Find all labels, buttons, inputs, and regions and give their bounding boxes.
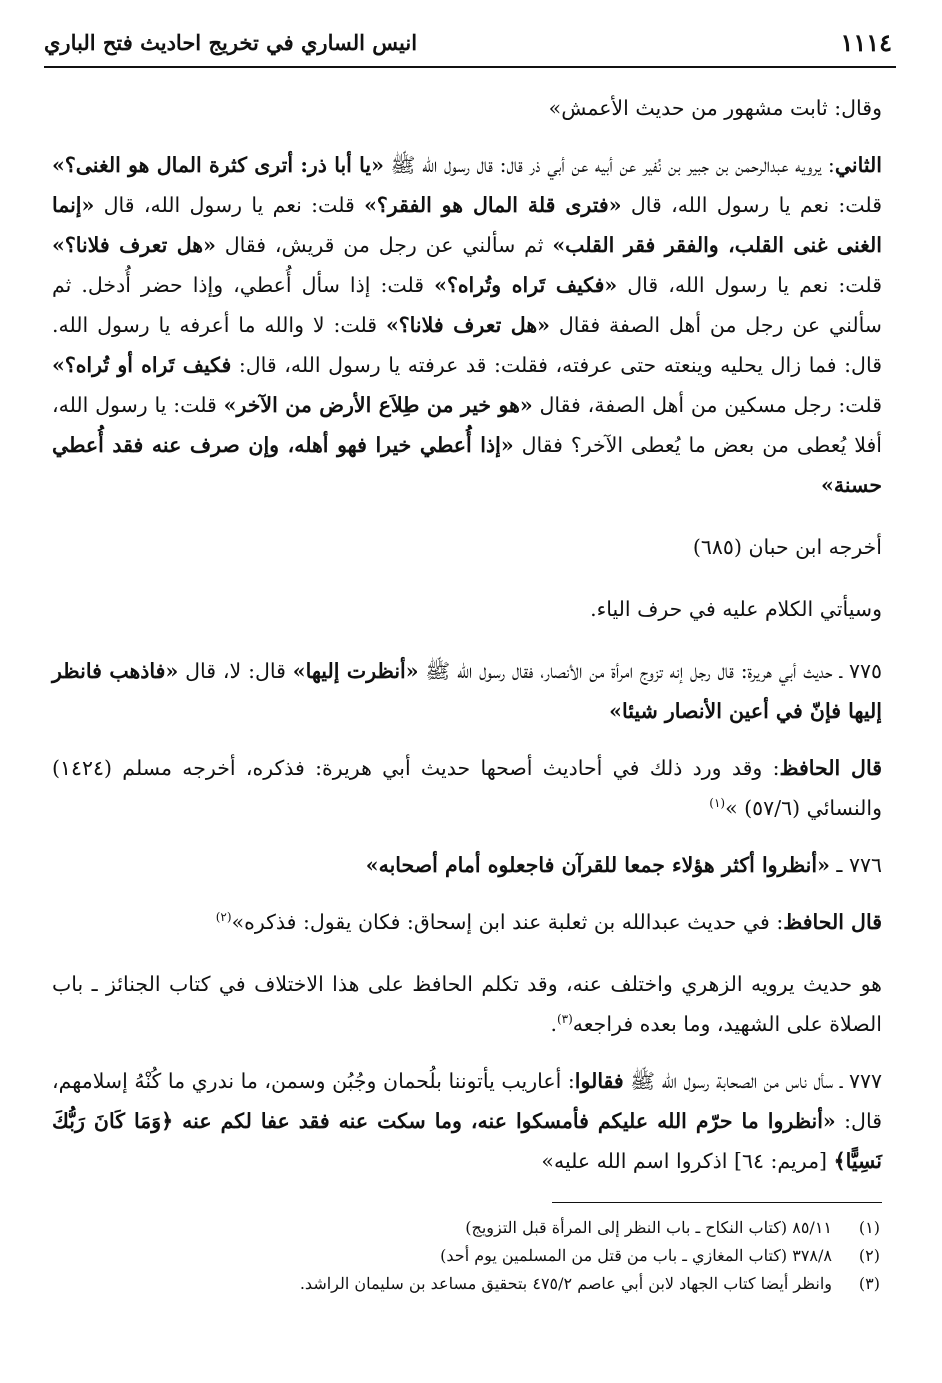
running-header <box>44 28 896 66</box>
hadith-text: فكيف تَراه أو تُراه؟» <box>52 353 232 377</box>
text: قلت: نعم يا رسول الله، قال <box>617 273 883 297</box>
footnote-2 <box>60 1242 880 1270</box>
header-rule <box>44 66 896 68</box>
text: هو حديث يرويه الزهري واختلف عنه، وقد تكلم الحافظ على هذا الاختلاف في كتاب الجنائز ـ باب الصلاة على الشهيد، وما بعده فراجعه <box>52 972 882 1036</box>
text: ٧٧٧ ـ سأل ناس من الصحابة رسول الله ﷺ <box>623 1069 882 1093</box>
text: : يرويه عبدالرحمن بن جبير بن نُفير عن أبيه عن أبي ذر قال: قال رسول الله ﷺ <box>383 153 835 177</box>
bold-text: الثاني <box>834 153 882 177</box>
bold-text: قال الحافظ <box>783 910 882 934</box>
text: قلت: إذا سأل أُعطي، وإذا حضر أُدخل. ثم سألني عن رجل من أهل الصفة فقال <box>52 273 882 337</box>
text: أخرجه ابن حبان (٦٨٥) <box>692 535 882 559</box>
bold-text: قال الحافظ <box>779 756 882 780</box>
text: قلت: يا رسول الله، أفلا يُعطى من بعض ما يُعطى الآخر؟ فقال <box>52 393 882 457</box>
text: اذكروا اسم الله عليه» <box>541 1149 728 1173</box>
footnote-text: ٨٥/١١ (كتاب النكاح ـ باب النظر إلى المرأة قبل التزويج) <box>465 1218 832 1237</box>
paragraph-4 <box>52 589 882 629</box>
entry-777 <box>52 1061 882 1181</box>
hadith-text: «أنظروا ما حرّم الله عليكم فأمسكوا عنه، وما سكت عنه فقد عفا لكم عنه <box>182 1109 836 1133</box>
text: قال: لا، قال <box>178 659 293 683</box>
hafiz-comment-776 <box>52 902 882 942</box>
footnote-number: (١) <box>858 1218 880 1237</box>
text: : أعاريب يأتوننا بلُحمان وجُبُن وسمن، ما ندري ما كُنْهُ إسلامهم، قال: <box>52 1069 883 1133</box>
running-title: انيس الساري في تخريج احاديث فتح الباري <box>44 30 418 55</box>
hafiz-comment-775 <box>52 748 882 828</box>
hadith-text: «فكيف تَراه وتُراه؟» <box>434 273 618 297</box>
hadith-text: «إنما الغنى غنى القلب، والفقر فقر القلب» <box>52 193 882 257</box>
footnote-number: (٢) <box>858 1246 880 1265</box>
paragraph-commentary <box>52 964 882 1044</box>
page-number: ١١١٤ <box>840 28 892 57</box>
hadith-text: «فترى قلة المال هو الفقر؟» <box>364 193 622 217</box>
footnote-text: ٣٧٨/٨ (كتاب المغازي ـ باب من قتل من المسلمين يوم أحد) <box>440 1246 832 1265</box>
footnote-text: وانظر أيضا كتاب الجهاد لابن أبي عاصم ٤٧٥/٢ بتحقيق مساعد بن سليمان الراشد. <box>299 1274 832 1293</box>
footnote-ref-1[interactable]: (١) <box>709 796 726 811</box>
hadith-text: «هل تعرف فلانا؟» <box>385 313 550 337</box>
text: وسيأتي الكلام عليه في حرف الياء. <box>590 597 882 621</box>
hadith-text: «هل تعرف فلانا؟» <box>52 233 216 257</box>
hadith-text: «إذا أُعطي خيرا فهو أهله، وإن صرف عنه فقد أُعطي حسنة» <box>52 433 882 497</box>
paragraph-2 <box>52 145 882 505</box>
text: ٧٧٥ ـ حديث أبي هريرة: قال رجل إنه تزوج امرأة من الأنصار، فقال رسول الله ﷺ <box>418 659 882 683</box>
text: وقال: ثابت مشهور من حديث الأعمش» <box>548 96 882 120</box>
quran-verse: ﴿وَمَا كَانَ رَبُّكَ نَسِيًّا﴾ <box>52 1109 882 1173</box>
bold-text: فقالوا <box>574 1069 624 1093</box>
paragraph-1 <box>52 88 882 128</box>
text: ٧٧٦ ـ <box>829 853 882 877</box>
text: قلت: نعم يا رسول الله، قال <box>94 193 365 217</box>
hadith-text: «أنظرت إليها» <box>292 659 419 683</box>
main-text <box>52 88 882 1198</box>
text: : وقد ورد ذلك في أحاديث أصحها حديث أبي هريرة: فذكره، أخرجه مسلم (١٤٢٤) والنسائي (٥٧/٦) » <box>52 756 882 820</box>
paragraph-3 <box>52 527 882 567</box>
text: . <box>550 1012 557 1036</box>
hadith-text: «فاذهب فانظر إليها فإنّ في أعين الأنصار شيئا» <box>52 659 882 723</box>
hadith-text: «أنظروا أكثر هؤلاء جمعا للقرآن فاجعلوه أمام أصحابه» <box>365 853 830 877</box>
footnote-3 <box>60 1270 880 1298</box>
hadith-text: «يا أبا ذر: أترى كثرة المال هو الغنى؟» <box>52 153 384 177</box>
text: قلت: لا والله ما أعرفه يا رسول الله. قال: فما زال يحليه وينعته حتى عرفته، فقلت: قد عرفته يا رسول الله، قال: <box>52 313 882 377</box>
footnote-number: (٣) <box>858 1274 880 1293</box>
text: قلت: نعم يا رسول الله، قال <box>621 193 882 217</box>
quran-reference: [مريم: ٦٤] <box>727 1149 834 1173</box>
footnotes <box>60 1214 880 1298</box>
entry-775 <box>52 651 882 731</box>
entry-776 <box>52 845 882 885</box>
footnote-rule <box>552 1202 882 1203</box>
hadith-text: «هو خير من طِلاَع الأرض من الآخر» <box>223 393 533 417</box>
text: ثم سألني عن رجل من قريش، فقال <box>215 233 553 257</box>
footnote-ref-2[interactable]: (٢) <box>215 910 232 925</box>
text: قلت: رجل مسكين من أهل الصفة، فقال <box>532 393 882 417</box>
footnote-ref-3[interactable]: (٣) <box>556 1012 573 1027</box>
text: : في حديث عبدالله بن ثعلبة عند ابن إسحاق: فكان يقول: فذكره» <box>231 910 784 934</box>
footnote-1 <box>60 1214 880 1242</box>
